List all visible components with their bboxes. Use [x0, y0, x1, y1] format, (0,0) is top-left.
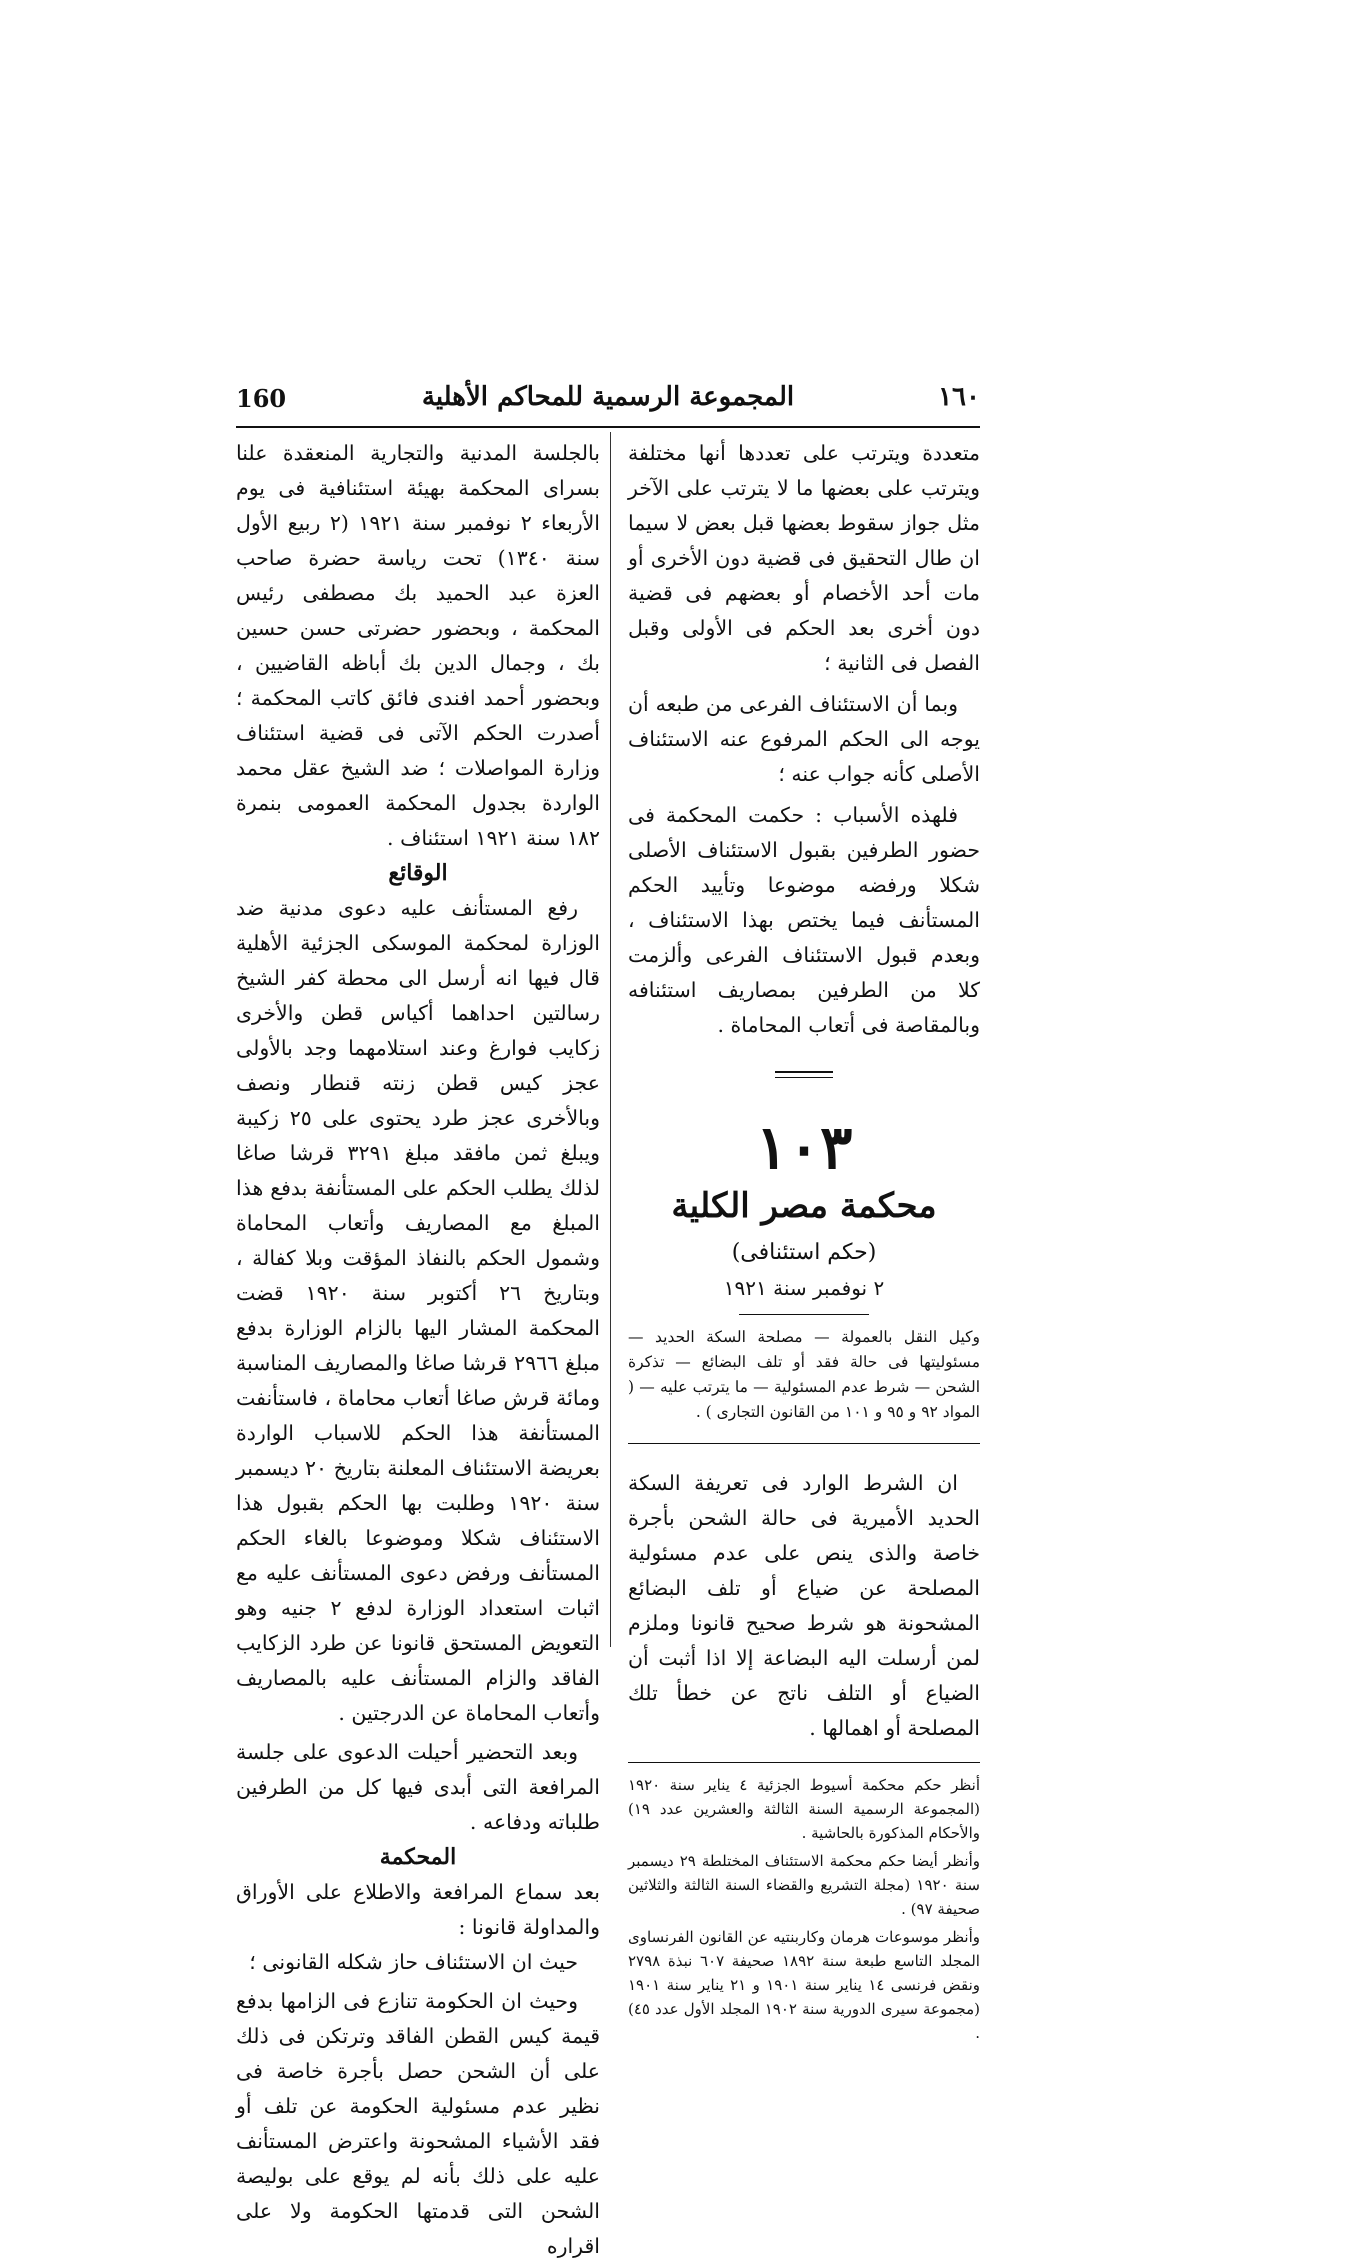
- session-intro: بالجلسة المدنية والتجارية المنعقدة علنا بسراى المحكمة بهيئة استئنافية فى يوم الأربعاء ٢ نوفمبر سنة ١٩٢١ (٢ ربيع الأول سنة ١٣٤٠) تحت رياسة حضرة صاحب العزة عبد الحميد بك مصطفى رئيس المحكمة ، وبحضور حضرتى حسن حسين بك ، وجمال الدين بك أباظه القاضيين ، وبحضور أحمد افندى فائق كاتب المحكمة ؛ أصدرت الحكم الآتى فى قضية استئناف وزارة المواصلات ؛ ضد الشيخ عقل محمد الواردة بجدول المحكمة العمومى بنمرة ١٨٢ سنة ١٩٢١ استئناف .: [236, 441, 600, 850]
- notes-rule: [628, 1762, 980, 1763]
- section-rule: [775, 1077, 833, 1078]
- right-column: [628, 436, 980, 2049]
- court-name: محكمة مصر الكلية: [671, 1186, 937, 1226]
- ruling-type: (حكم استئنافى): [731, 1240, 877, 1265]
- column-divider: [610, 432, 611, 1647]
- header-rule: [236, 426, 980, 428]
- continuation-paragraph: وبما أن الاستئناف الفرعى من طبعه أن يوجه الى الحكم المرفوع عنه الاستئناف الأصلى كأنه جواب عنه ؛: [628, 692, 980, 786]
- court-heading: المحكمة: [379, 1844, 457, 1870]
- reference-note: وأنظر موسوعات هرمان وكاربنتيه عن القانون الفرنساوى المجلد التاسع طبعة سنة ١٨٩٢ صحيفة ٦٠٧ نبذة ٢٧٩٨ ونقض فرنسى ١٤ يناير سنة ١٩٠١ و ٢١ يناير سنة ١٩٠١ (مجموعة سيرى الدورية سنة ١٩٠٢ المجلد الأول عدد ٤٥) .: [628, 1928, 981, 2042]
- page-number-arabic: ١٦٠: [938, 382, 980, 412]
- summary-rule: [628, 1443, 980, 1444]
- section-rule: [775, 1071, 833, 1073]
- ruling-paragraph: فلهذه الأسباب : حكمت المحكمة فى حضور الطرفين بقبول الاستئناف الأصلى شكلا ورفضه موضوعا وتأييد الحكم المستأنف فيما يختص بهذا الاستئناف ، وبعدم قبول الاستئناف الفرعى وألزمت كلا من الطرفين بمصاريف استئنافه وبالمقاصة فى أتعاب المحاماة .: [628, 803, 980, 1037]
- references-notes: [628, 1773, 980, 2045]
- continuation-paragraph: متعددة ويترتب على تعددها أنها مختلفة ويترتب على بعضها ما لا يترتب على الآخر مثل جواز سقوط بعضها قبل بعض لا سيما ان طال التحقيق فى قضية دون الأخرى أو مات أحد الأخصام أو بعضهم فى قضية دون أخرى بعد الحكم فى الأولى وقبل الفصل فى الثانية ؛: [628, 441, 980, 675]
- facts-paragraph: وبعد التحضير أحيلت الدعوى على جلسة المرافعة التى أبدى فيها كل من الطرفين طلباته ودفاعه .: [236, 1740, 600, 1834]
- small-rule: [739, 1314, 869, 1315]
- publication-title: المجموعة الرسمية للمحاكم الأهلية: [421, 382, 795, 412]
- facts-heading: الوقائع: [388, 860, 448, 886]
- ruling-date: ٢ نوفمبر سنة ١٩٢١: [723, 1276, 885, 1300]
- left-column: [236, 436, 600, 2264]
- court-paragraph: حيث ان الاستئناف حاز شكله القانونى ؛: [249, 1950, 578, 1974]
- page-number-latin: 160: [236, 384, 287, 413]
- case-number: ١٠٣: [755, 1113, 853, 1183]
- legal-principle: ان الشرط الوارد فى تعريفة السكة الحديد الأميرية فى حالة الشحن بأجرة خاصة والذى ينص على عدم مسئولية المصلحة عن ضياع أو تلف البضائع المشحونة هو شرط صحيح قانونا وملزم لمن أرسلت اليه البضاعة إلا اذا أثبت أن الضياع أو التلف ناتج عن خطأ تلك المصلحة أو اهمالها .: [628, 1471, 980, 1740]
- case-summary: وكيل النقل بالعمولة — مصلحة السكة الحديد — مسئوليتها فى حالة فقد أو تلف البضائع — تذكرة الشحن — شرط عدم المسئولية — ما يترتب عليه — ( المواد ٩٢ و ٩٥ و ١٠١ من القانون التجارى ) .: [628, 1328, 980, 1421]
- reference-note: أنظر حكم محكمة أسيوط الجزئية ٤ يناير سنة ١٩٢٠ (المجموعة الرسمية السنة الثالثة والعشرين عدد ١٩) والأحكام المذكورة بالحاشية .: [628, 1776, 980, 1842]
- facts-paragraph: رفع المستأنف عليه دعوى مدنية ضد الوزارة لمحكمة الموسكى الجزئية الأهلية قال فيها انه أرسل الى محطة كفر الشيخ رسالتين احداهما أكياس قطن والأخرى زكايب فوارغ وعند استلامهما وجد بالأولى عجز كيس قطن زنته قنطار ونصف وبالأخرى عجز طرد يحتوى على ٢٥ زكيبة ويبلغ ثمن مافقد مبلغ ٣٢٩١ قرشا صاغا لذلك يطلب الحكم على المستأنفة بدفع هذا المبلغ مع المصاريف وأتعاب المحاماة وشمول الحكم بالنفاذ المؤقت وبلا كفالة ، وبتاريخ ٢٦ أكتوبر سنة ١٩٢٠ قضت المحكمة المشار اليها بالزام الوزارة بدفع مبلغ ٢٩٦٦ قرشا صاغا والمصاريف المناسبة ومائة قرش صاغا أتعاب محاماة ، فاستأنفت المستأنفة هذا الحكم للاسباب الواردة بعريضة الاستئناف المعلنة بتاريخ ٢٠ ديسمبر سنة ١٩٢٠ وطلبت بها الحكم بقبول هذا الاستئناف شكلا وموضوعا بالغاء الحكم المستأنف ورفض دعوى المستأنف عليه مع اثبات استعداد الوزارة لدفع ٢ جنيه وهو التعويض المستحق قانونا عن طرد الزكايب الفاقد والزام المستأنف عليه بالمصاريف وأتعاب المحاماة عن الدرجتين .: [236, 896, 601, 1725]
- court-paragraph: وحيث ان الحكومة تنازع فى الزامها بدفع قيمة كيس القطن الفاقد وترتكن فى ذلك على أن الشحن حصل بأجرة خاصة فى نظير عدم مسئولية الحكومة عن تلف أو فقد الأشياء المشحونة واعترض المستأنف عليه على ذلك بأنه لم يوقع على بوليصة الشحن التى قدمتها الحكومة ولا على اقراره: [236, 1989, 600, 2258]
- court-paragraph: بعد سماع المرافعة والاطلاع على الأوراق والمداولة قانونا :: [236, 1880, 600, 1939]
- reference-note: وأنظر أيضا حكم محكمة الاستئناف المختلطة ٢٩ ديسمبر سنة ١٩٢٠ (مجلة التشريع والقضاء السنة الثالثة والثلاثين صحيفة ٩٧) .: [628, 1852, 980, 1918]
- page-header: [236, 382, 980, 422]
